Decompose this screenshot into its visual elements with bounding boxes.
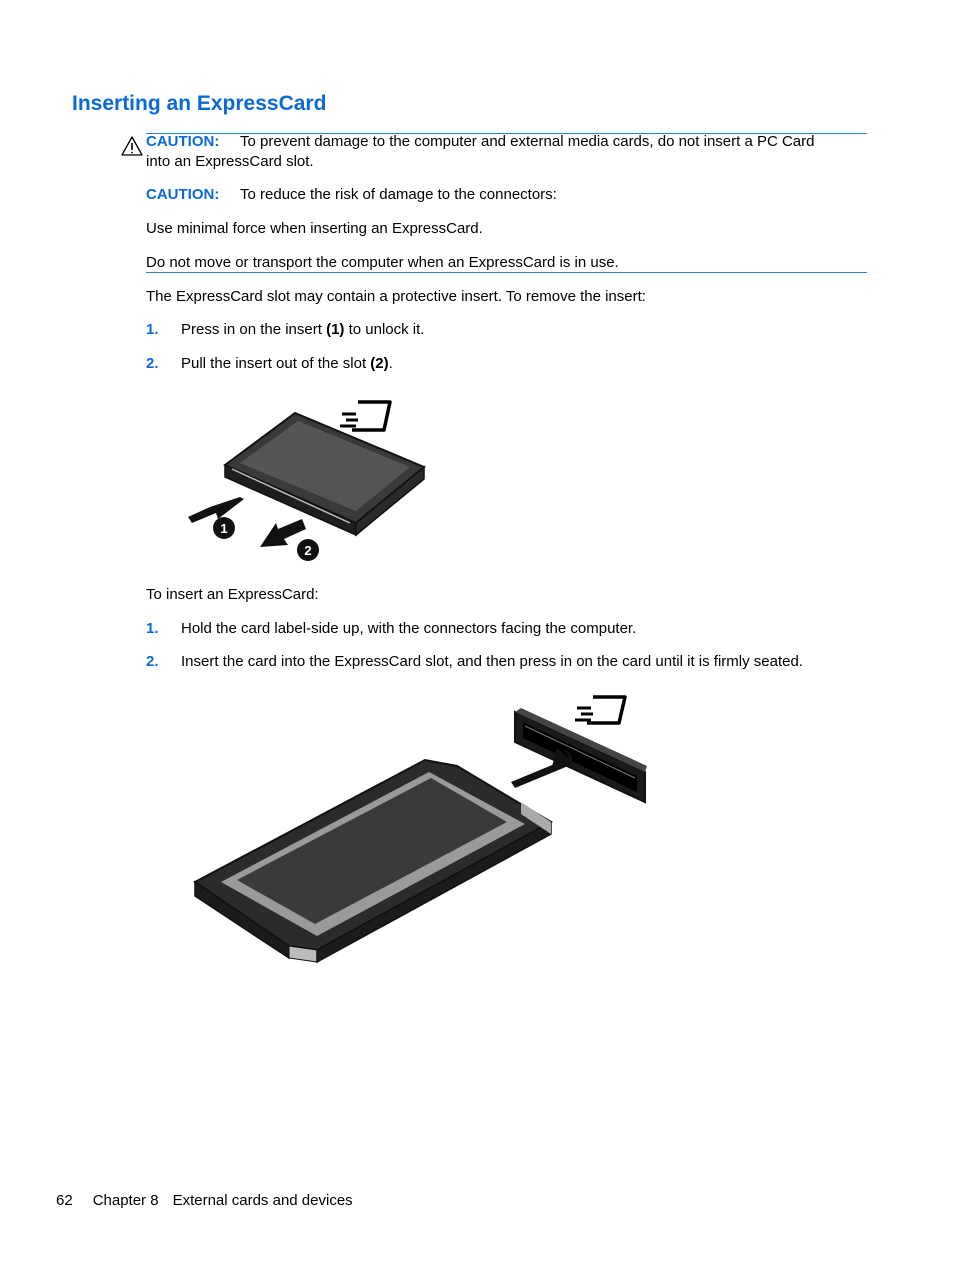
- caution-label: CAUTION:: [146, 133, 220, 150]
- caution-2-item-2: Do not move or transport the computer when an ExpressCard is in use.: [146, 254, 619, 271]
- step-text: Press in on the insert: [181, 321, 327, 338]
- remove-insert-intro: The ExpressCard slot may contain a protective insert. To remove the insert:: [146, 288, 646, 305]
- caution-2: [146, 185, 557, 205]
- caution-bottom-rule: [146, 272, 867, 273]
- remove-insert-illustration: [180, 395, 450, 570]
- insert-card-intro: To insert an ExpressCard:: [146, 586, 319, 603]
- page-footer: [56, 1191, 353, 1211]
- step-number: 1.: [146, 620, 159, 637]
- remove-step-2: [181, 354, 393, 374]
- callout-ref: (2): [370, 355, 389, 372]
- remove-step-1: [181, 320, 424, 340]
- caution-1-line2: into an ExpressCard slot.: [146, 153, 314, 170]
- step-text: Pull the insert out of the slot: [181, 355, 371, 372]
- step-text: to unlock it.: [344, 321, 425, 338]
- page-number: 62: [56, 1192, 73, 1209]
- step-number: 2.: [146, 653, 159, 670]
- step-number: 1.: [146, 321, 159, 338]
- insert-card-illustration: [185, 690, 655, 965]
- insert-step-1: Hold the card label-side up, with the connectors facing the computer.: [181, 620, 637, 637]
- caution-2-item-1: Use minimal force when inserting an ExpressCard.: [146, 220, 483, 237]
- expresscard-logo-icon: [340, 402, 390, 430]
- chapter-title: External cards and devices: [172, 1192, 353, 1209]
- caution-1: [146, 132, 814, 152]
- insert-step-2: Insert the card into the ExpressCard slot, and then press in on the card until it is firmly seated.: [181, 653, 803, 670]
- chapter-label: Chapter 8: [92, 1192, 159, 1209]
- callout-1: 1: [220, 521, 228, 536]
- callout-2: 2: [304, 543, 312, 558]
- callout-ref: (1): [326, 321, 345, 338]
- caution-2-text: To reduce the risk of damage to the connectors:: [240, 186, 557, 203]
- caution-label: CAUTION:: [146, 186, 220, 203]
- caution-1-line1: To prevent damage to the computer and external media cards, do not insert a PC Card: [240, 133, 815, 150]
- step-text: .: [388, 355, 393, 372]
- step-number: 2.: [146, 355, 159, 372]
- expresscard-logo-icon: [575, 697, 625, 723]
- warning-triangle-icon: [121, 136, 143, 156]
- section-title: Inserting an ExpressCard: [72, 92, 327, 115]
